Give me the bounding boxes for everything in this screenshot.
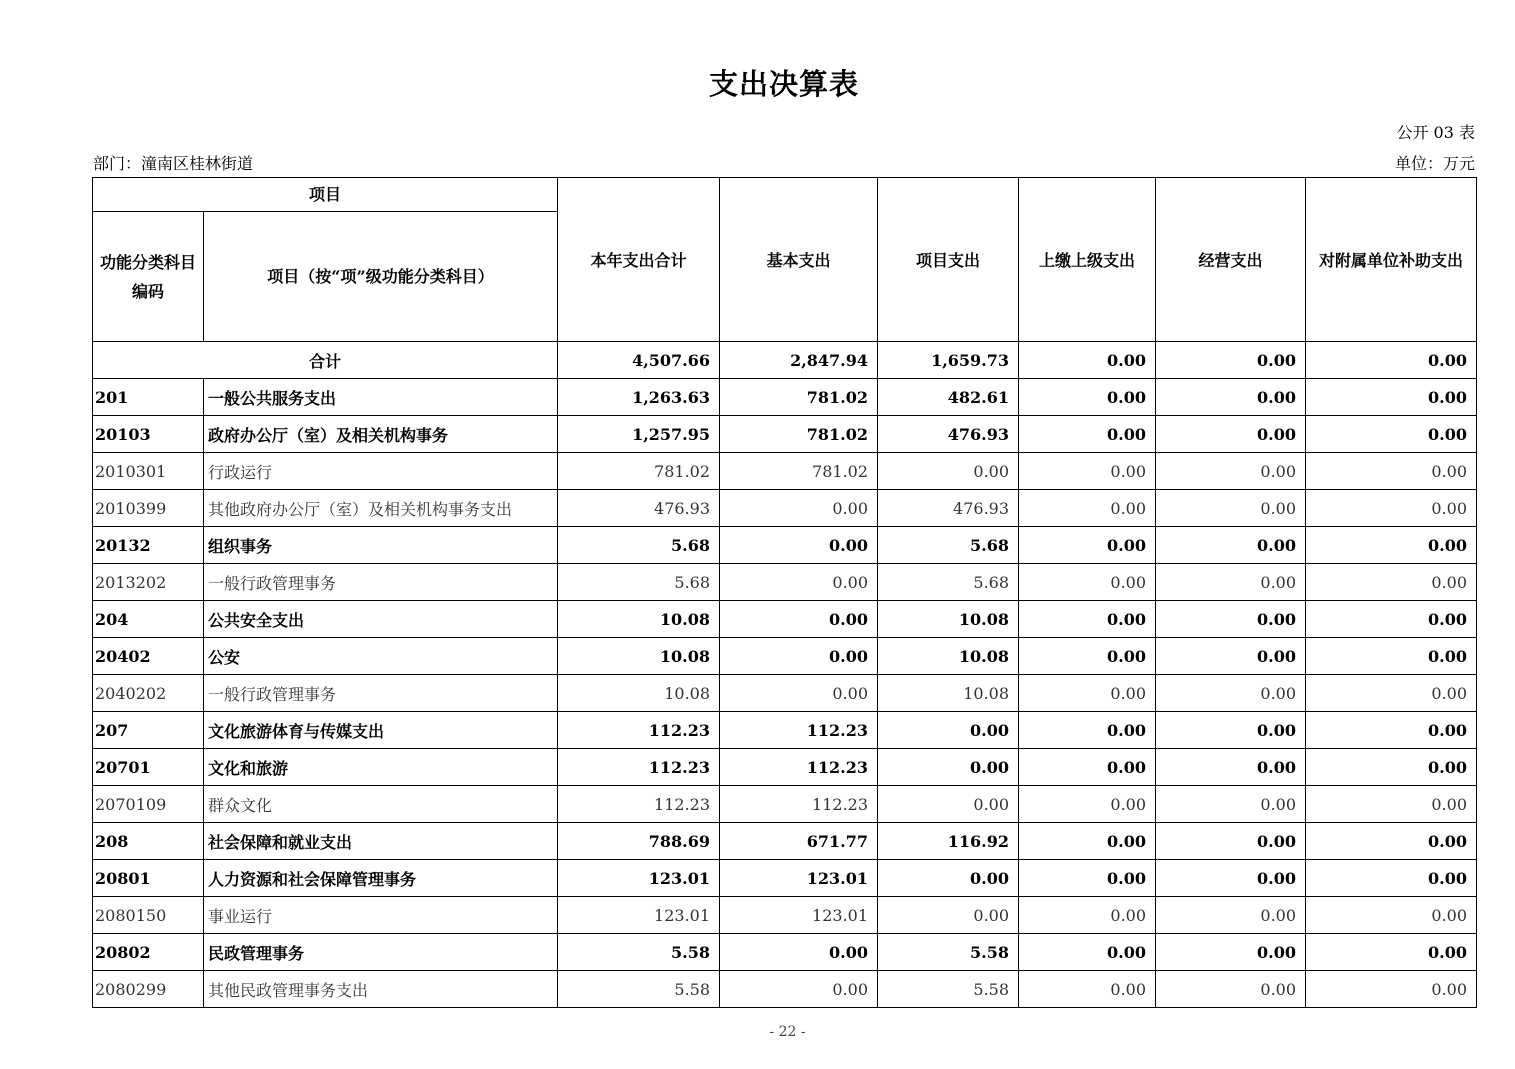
code-cell: 207 [93, 712, 204, 749]
name-cell: 其他民政管理事务支出 [204, 971, 558, 1008]
code-cell: 2080150 [93, 897, 204, 934]
total-cell: 476.93 [558, 490, 720, 527]
code-cell: 2070109 [93, 786, 204, 823]
basic-cell: 671.77 [720, 823, 878, 860]
table-row [93, 453, 1477, 490]
name-cell: 组织事务 [204, 527, 558, 564]
total-cell: 1,257.95 [558, 416, 720, 453]
total-cell: 112.23 [558, 786, 720, 823]
business-cell: 0.00 [1156, 823, 1306, 860]
basic-cell: 112.23 [720, 786, 878, 823]
proj-cell: 5.58 [878, 934, 1019, 971]
department-label: 部门：潼南区桂林街道 [93, 154, 254, 173]
upper-cell: 0.00 [1019, 860, 1156, 897]
proj-cell: 10.08 [878, 601, 1019, 638]
basic-cell: 123.01 [720, 897, 878, 934]
subsidy-cell: 0.00 [1306, 564, 1477, 601]
total-cell: 781.02 [558, 453, 720, 490]
name-cell: 人力资源和社会保障管理事务 [204, 860, 558, 897]
proj-cell: 482.61 [878, 379, 1019, 416]
basic-cell: 0.00 [720, 934, 878, 971]
upper-cell: 0.00 [1019, 712, 1156, 749]
upper-cell: 0.00 [1019, 490, 1156, 527]
code-cell: 2040202 [93, 675, 204, 712]
total-cell: 1,263.63 [558, 379, 720, 416]
header-subsidy: 对附属单位补助支出 [1306, 178, 1477, 342]
business-cell: 0.00 [1156, 416, 1306, 453]
proj-cell: 0.00 [878, 453, 1019, 490]
proj-cell: 476.93 [878, 416, 1019, 453]
upper-cell: 0.00 [1019, 638, 1156, 675]
proj-cell: 0.00 [878, 712, 1019, 749]
proj-cell: 5.68 [878, 527, 1019, 564]
table-row [93, 712, 1477, 749]
upper-cell: 0.00 [1019, 453, 1156, 490]
basic-cell: 112.23 [720, 712, 878, 749]
name-cell: 行政运行 [204, 453, 558, 490]
business-cell: 0.00 [1156, 675, 1306, 712]
subsidy-cell: 0.00 [1306, 897, 1477, 934]
basic-cell: 0.00 [720, 675, 878, 712]
total-cell: 112.23 [558, 749, 720, 786]
subsidy-cell: 0.00 [1306, 675, 1477, 712]
summary-subsidy: 0.00 [1306, 342, 1477, 379]
expenditure-table [92, 177, 1477, 1008]
proj-cell: 10.08 [878, 675, 1019, 712]
business-cell: 0.00 [1156, 712, 1306, 749]
business-cell: 0.00 [1156, 638, 1306, 675]
code-cell: 20103 [93, 416, 204, 453]
code-cell: 2010399 [93, 490, 204, 527]
table-row [93, 564, 1477, 601]
proj-cell: 5.68 [878, 564, 1019, 601]
header-business: 经营支出 [1156, 178, 1306, 342]
name-cell: 政府办公厅（室）及相关机构事务 [204, 416, 558, 453]
code-cell: 20801 [93, 860, 204, 897]
basic-cell: 0.00 [720, 638, 878, 675]
basic-cell: 0.00 [720, 564, 878, 601]
subsidy-cell: 0.00 [1306, 379, 1477, 416]
total-cell: 112.23 [558, 712, 720, 749]
business-cell: 0.00 [1156, 897, 1306, 934]
business-cell: 0.00 [1156, 860, 1306, 897]
name-cell: 公安 [204, 638, 558, 675]
total-cell: 10.08 [558, 675, 720, 712]
basic-cell: 0.00 [720, 527, 878, 564]
table-row [93, 860, 1477, 897]
name-cell: 文化旅游体育与传媒支出 [204, 712, 558, 749]
business-cell: 0.00 [1156, 490, 1306, 527]
subsidy-cell: 0.00 [1306, 638, 1477, 675]
subsidy-cell: 0.00 [1306, 749, 1477, 786]
proj-cell: 0.00 [878, 749, 1019, 786]
table-row [93, 675, 1477, 712]
code-cell: 20701 [93, 749, 204, 786]
upper-cell: 0.00 [1019, 527, 1156, 564]
summary-total: 4,507.66 [558, 342, 720, 379]
code-cell: 204 [93, 601, 204, 638]
header-upper: 上缴上级支出 [1019, 178, 1156, 342]
proj-cell: 0.00 [878, 786, 1019, 823]
name-cell: 群众文化 [204, 786, 558, 823]
subsidy-cell: 0.00 [1306, 971, 1477, 1008]
table-number: 公开 03 表 [1396, 123, 1475, 142]
total-cell: 5.58 [558, 971, 720, 1008]
upper-cell: 0.00 [1019, 675, 1156, 712]
upper-cell: 0.00 [1019, 416, 1156, 453]
code-cell: 20802 [93, 934, 204, 971]
business-cell: 0.00 [1156, 453, 1306, 490]
basic-cell: 0.00 [720, 601, 878, 638]
business-cell: 0.00 [1156, 934, 1306, 971]
header-project: 项目 [93, 178, 558, 212]
business-cell: 0.00 [1156, 749, 1306, 786]
summary-row [93, 342, 1477, 379]
subsidy-cell: 0.00 [1306, 601, 1477, 638]
total-cell: 123.01 [558, 897, 720, 934]
name-cell: 事业运行 [204, 897, 558, 934]
total-cell: 10.08 [558, 601, 720, 638]
business-cell: 0.00 [1156, 786, 1306, 823]
table-row [93, 490, 1477, 527]
summary-business: 0.00 [1156, 342, 1306, 379]
table-row [93, 749, 1477, 786]
code-cell: 20132 [93, 527, 204, 564]
name-cell: 其他政府办公厅（室）及相关机构事务支出 [204, 490, 558, 527]
basic-cell: 781.02 [720, 416, 878, 453]
name-cell: 民政管理事务 [204, 934, 558, 971]
name-cell: 文化和旅游 [204, 749, 558, 786]
code-cell: 20402 [93, 638, 204, 675]
code-cell: 2013202 [93, 564, 204, 601]
table-row [93, 934, 1477, 971]
code-cell: 2080299 [93, 971, 204, 1008]
table-row [93, 823, 1477, 860]
header-func-code: 功能分类科目编码 [93, 212, 204, 342]
total-cell: 10.08 [558, 638, 720, 675]
total-cell: 5.68 [558, 564, 720, 601]
upper-cell: 0.00 [1019, 749, 1156, 786]
basic-cell: 0.00 [720, 490, 878, 527]
name-cell: 社会保障和就业支出 [204, 823, 558, 860]
table-row [93, 379, 1477, 416]
summary-basic: 2,847.94 [720, 342, 878, 379]
business-cell: 0.00 [1156, 971, 1306, 1008]
basic-cell: 0.00 [720, 971, 878, 1008]
table-row [93, 601, 1477, 638]
name-cell: 一般行政管理事务 [204, 675, 558, 712]
subsidy-cell: 0.00 [1306, 786, 1477, 823]
business-cell: 0.00 [1156, 601, 1306, 638]
basic-cell: 781.02 [720, 453, 878, 490]
summary-upper: 0.00 [1019, 342, 1156, 379]
summary-proj: 1,659.73 [878, 342, 1019, 379]
name-cell: 一般公共服务支出 [204, 379, 558, 416]
total-cell: 5.58 [558, 934, 720, 971]
upper-cell: 0.00 [1019, 823, 1156, 860]
subsidy-cell: 0.00 [1306, 453, 1477, 490]
proj-cell: 0.00 [878, 860, 1019, 897]
header-project-item: 项目（按“项”级功能分类科目） [204, 212, 558, 342]
basic-cell: 112.23 [720, 749, 878, 786]
business-cell: 0.00 [1156, 527, 1306, 564]
code-cell: 208 [93, 823, 204, 860]
total-cell: 5.68 [558, 527, 720, 564]
table-row [93, 527, 1477, 564]
unit-label: 单位：万元 [1394, 154, 1475, 173]
upper-cell: 0.00 [1019, 379, 1156, 416]
header-total: 本年支出合计 [558, 178, 720, 342]
code-cell: 2010301 [93, 453, 204, 490]
upper-cell: 0.00 [1019, 934, 1156, 971]
page-title: 支出决算表 [708, 67, 859, 101]
total-cell: 788.69 [558, 823, 720, 860]
proj-cell: 0.00 [878, 897, 1019, 934]
table-row [93, 897, 1477, 934]
name-cell: 公共安全支出 [204, 601, 558, 638]
proj-cell: 476.93 [878, 490, 1019, 527]
subsidy-cell: 0.00 [1306, 712, 1477, 749]
subsidy-cell: 0.00 [1306, 934, 1477, 971]
basic-cell: 781.02 [720, 379, 878, 416]
business-cell: 0.00 [1156, 564, 1306, 601]
header-basic: 基本支出 [720, 178, 878, 342]
table-row [93, 416, 1477, 453]
proj-cell: 116.92 [878, 823, 1019, 860]
upper-cell: 0.00 [1019, 786, 1156, 823]
subsidy-cell: 0.00 [1306, 823, 1477, 860]
name-cell: 一般行政管理事务 [204, 564, 558, 601]
proj-cell: 10.08 [878, 638, 1019, 675]
basic-cell: 123.01 [720, 860, 878, 897]
proj-cell: 5.58 [878, 971, 1019, 1008]
header-proj: 项目支出 [878, 178, 1019, 342]
upper-cell: 0.00 [1019, 564, 1156, 601]
upper-cell: 0.00 [1019, 601, 1156, 638]
subsidy-cell: 0.00 [1306, 490, 1477, 527]
upper-cell: 0.00 [1019, 971, 1156, 1008]
upper-cell: 0.00 [1019, 897, 1156, 934]
subsidy-cell: 0.00 [1306, 416, 1477, 453]
table-row [93, 638, 1477, 675]
table-row [93, 971, 1477, 1008]
summary-label: 合计 [93, 342, 558, 379]
code-cell: 201 [93, 379, 204, 416]
subsidy-cell: 0.00 [1306, 527, 1477, 564]
subsidy-cell: 0.00 [1306, 860, 1477, 897]
business-cell: 0.00 [1156, 379, 1306, 416]
page-number: - 22 - [769, 1024, 806, 1040]
total-cell: 123.01 [558, 860, 720, 897]
table-row [93, 786, 1477, 823]
